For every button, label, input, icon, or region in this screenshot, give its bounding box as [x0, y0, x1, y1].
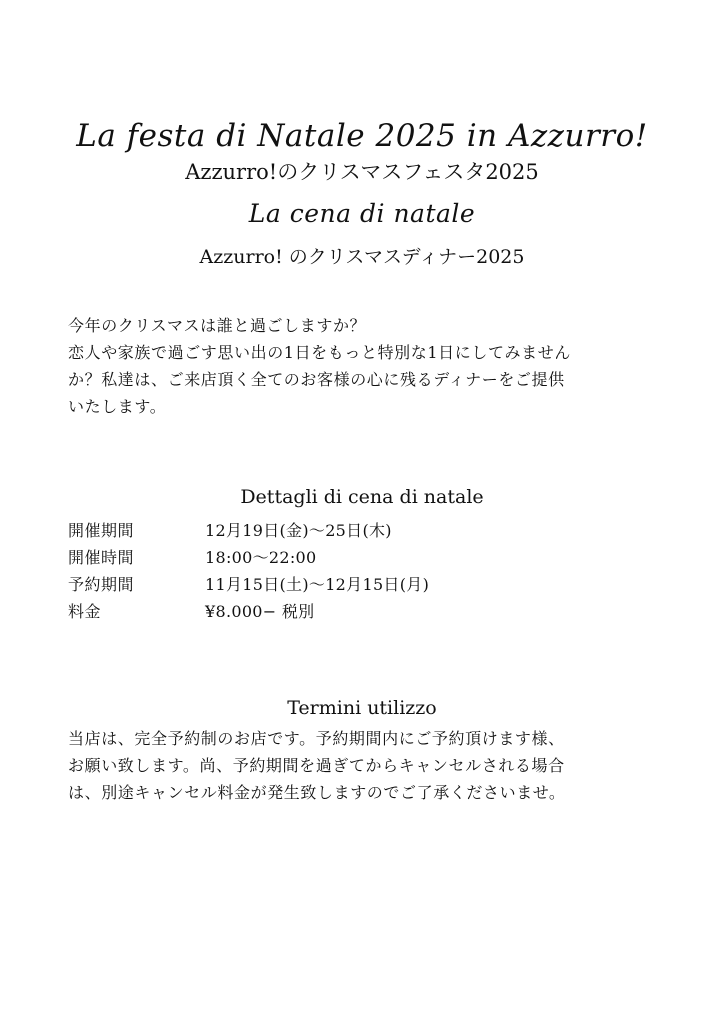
details-row-period [68, 517, 429, 544]
details-value: 11月15日(土)〜12月15日(月) [205, 575, 430, 594]
details-row-price [68, 598, 429, 625]
details-value: 12月19日(金)〜25日(木) [205, 521, 392, 540]
intro-line: 今年のクリスマスは誰と過ごしますか？ [68, 316, 367, 335]
terms-heading: Termini utilizzo [287, 697, 437, 719]
details-value: ¥8.000− 税別 [205, 602, 315, 621]
details-label: 料金 [68, 602, 102, 621]
details-heading: Dettagli di cena di natale [240, 486, 484, 508]
terms-line: は、別途キャンセル料金が発生致しますのでご了承くださいませ。 [68, 783, 566, 802]
intro-line: いたします。 [68, 397, 167, 416]
details-list [68, 517, 429, 625]
details-label: 開催時間 [68, 548, 135, 567]
intro-line: 恋人や家族で過ごす思い出の1日をもっと特別な1日にしてみません [68, 343, 571, 362]
terms-line: 当店は、完全予約制のお店です。予約期間内にご予約頂けます様、 [68, 729, 565, 748]
event-title-italian: La festa di Natale 2025 in Azzurro! [76, 118, 648, 154]
dinner-subtitle-japanese: Azzurro! のクリスマスディナー2025 [199, 246, 525, 268]
intro-paragraph [68, 312, 571, 420]
terms-paragraph [68, 725, 566, 806]
intro-line: か？私達は、ご来店頂く全てのお客様の心に残るディナーをご提供 [68, 370, 565, 389]
details-row-time [68, 544, 429, 571]
dinner-subtitle-italian: La cena di natale [248, 199, 476, 228]
event-title-japanese: Azzurro!のクリスマスフェスタ2025 [185, 160, 539, 184]
details-row-reservation [68, 571, 429, 598]
details-label: 開催期間 [68, 521, 135, 540]
terms-line: お願い致します。尚、予約期間を過ぎてからキャンセルされる場合 [68, 756, 565, 775]
details-label: 予約期間 [68, 575, 135, 594]
details-value: 18:00〜22:00 [205, 548, 317, 567]
